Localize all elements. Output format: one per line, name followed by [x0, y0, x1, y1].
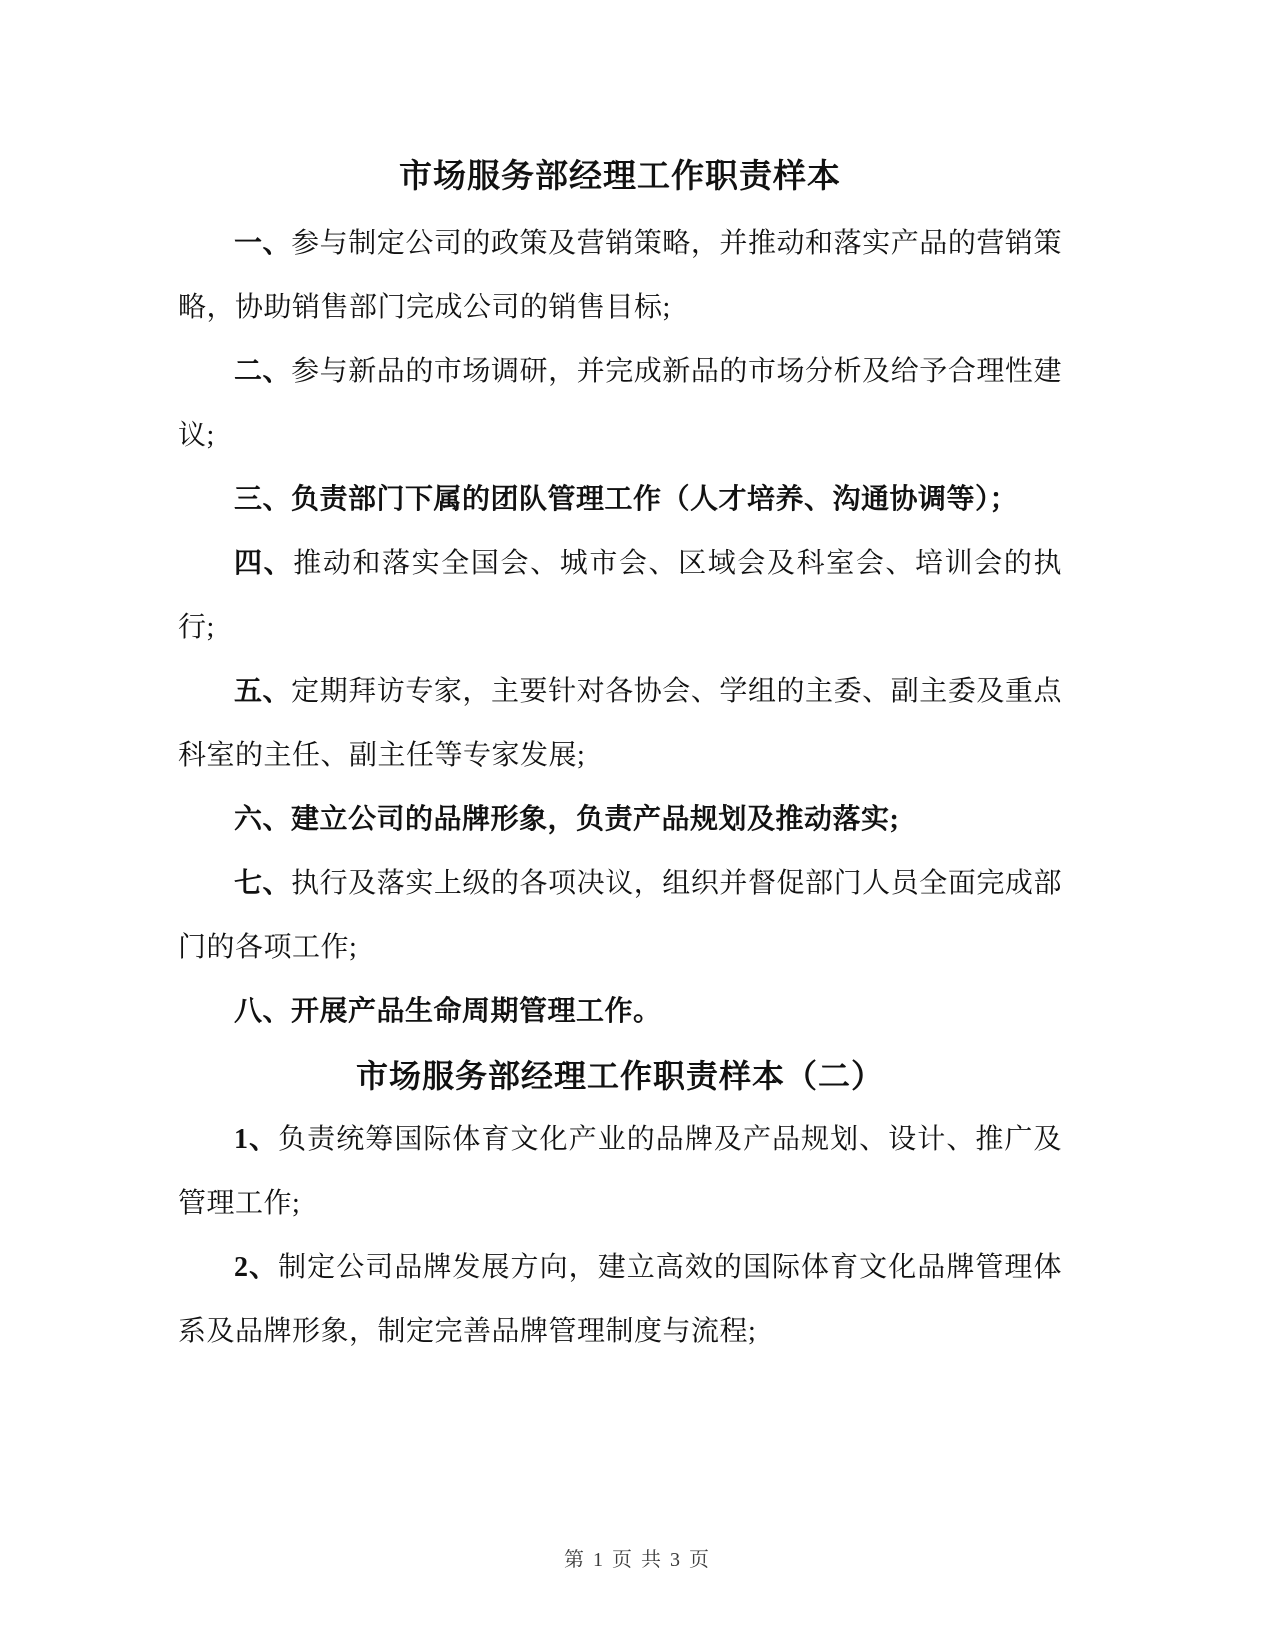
item-number: 五、	[234, 676, 292, 707]
document-content	[178, 142, 1062, 1364]
item-number: 八、	[234, 996, 292, 1027]
list-item-s2-1	[178, 1108, 1062, 1236]
item-number: 七、	[234, 868, 292, 899]
item-text: 制定公司品牌发展方向，建立高效的国际体育文化品牌管理体系及品牌形象，制定完善品牌管理制度与流程;	[178, 1252, 1062, 1347]
item-text: 参与制定公司的政策及营销策略，并推动和落实产品的营销策略，协助销售部门完成公司的销售目标;	[178, 228, 1062, 323]
item-number: 三、	[234, 484, 292, 515]
item-text: 负责部门下属的团队管理工作（人才培养、沟通协调等）；	[291, 484, 1019, 515]
item-text: 建立公司的品牌形象，负责产品规划及推动落实;	[291, 804, 900, 835]
item-text: 开展产品生命周期管理工作。	[291, 996, 662, 1027]
item-number: 1、	[234, 1124, 279, 1155]
item-number: 一、	[234, 228, 292, 259]
item-text: 参与新品的市场调研，并完成新品的市场分析及给予合理性建议;	[178, 356, 1062, 451]
list-item-3	[178, 468, 1062, 532]
list-item-1	[178, 212, 1062, 340]
list-item-6	[178, 788, 1062, 852]
item-number: 四、	[234, 548, 294, 579]
item-number: 二、	[234, 356, 292, 387]
item-text: 负责统筹国际体育文化产业的品牌及产品规划、设计、推广及管理工作;	[178, 1124, 1062, 1219]
item-text: 推动和落实全国会、城市会、区域会及科室会、培训会的执行;	[178, 548, 1062, 643]
list-item-5	[178, 660, 1062, 788]
list-item-7	[178, 852, 1062, 980]
document-title: 市场服务部经理工作职责样本	[399, 159, 841, 195]
list-item-s2-2	[178, 1236, 1062, 1364]
page-number-label: 第 1 页 共 3 页	[564, 1549, 711, 1571]
item-text: 定期拜访专家，主要针对各协会、学组的主委、副主委及重点科室的主任、副主任等专家发展;	[178, 676, 1062, 771]
list-item-2	[178, 340, 1062, 468]
item-number: 2、	[234, 1252, 279, 1283]
list-item-8	[178, 980, 1062, 1044]
page-footer	[0, 1543, 1275, 1572]
list-item-4	[178, 532, 1062, 660]
item-number: 六、	[234, 804, 292, 835]
item-text: 执行及落实上级的各项决议，组织并督促部门人员全面完成部门的各项工作;	[178, 868, 1062, 963]
document-subtitle-section2: 市场服务部经理工作职责样本（二）	[355, 1058, 884, 1094]
